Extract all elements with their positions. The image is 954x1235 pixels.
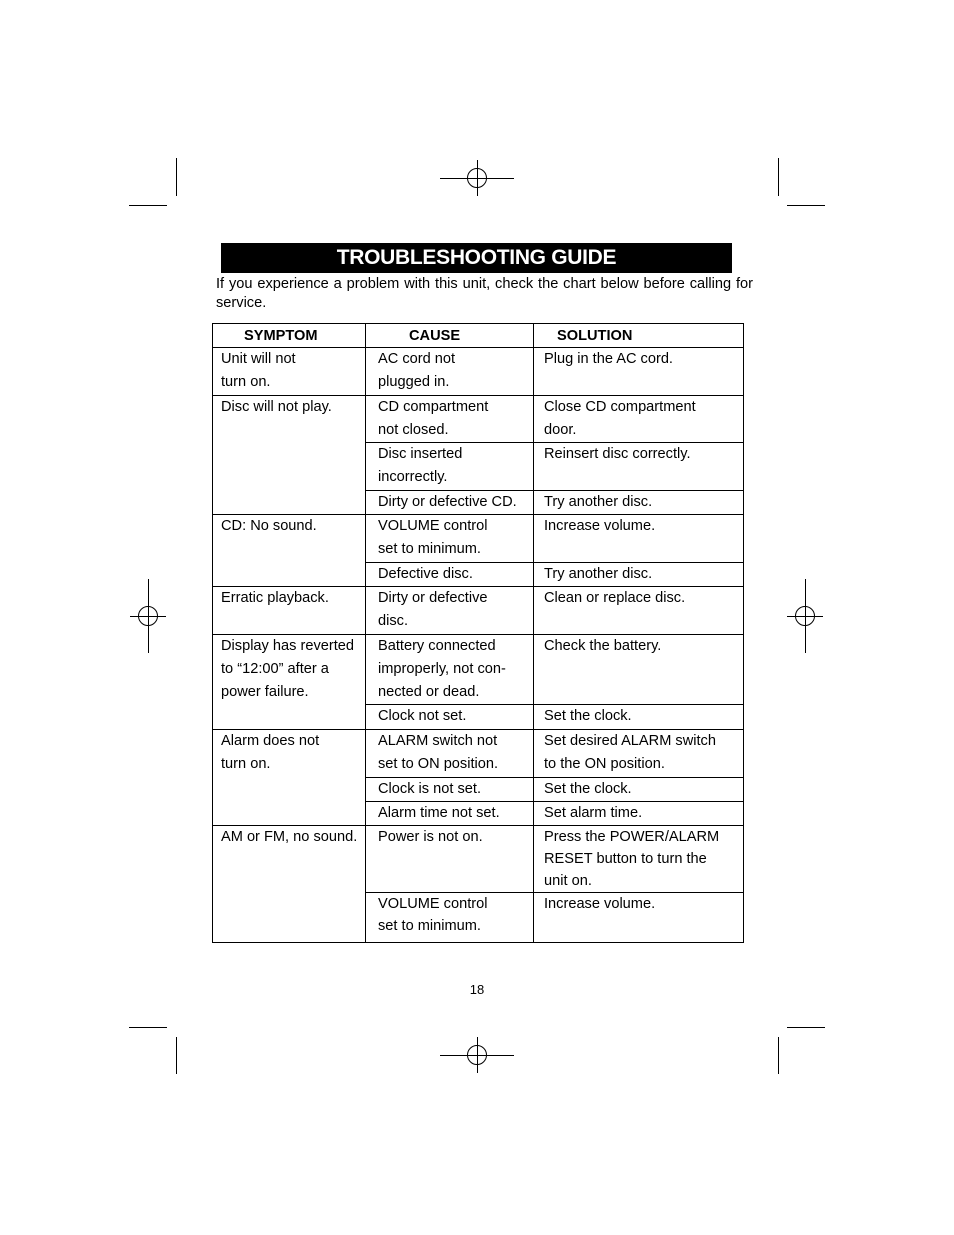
- cause-cell: VOLUME control set to minimum.: [366, 515, 534, 563]
- crop-mark: [778, 158, 779, 196]
- cause-cell: Defective disc.: [366, 562, 534, 586]
- page-number: 18: [469, 982, 485, 997]
- solution-cell: Close CD compartment door.: [534, 395, 744, 443]
- page-title: TROUBLESHOOTING GUIDE: [336, 246, 617, 269]
- solution-cell: Check the battery.: [534, 634, 744, 705]
- solution-cell: Press the POWER/ALARM RESET button to turn the unit on.: [534, 826, 744, 893]
- table-row: [213, 348, 744, 396]
- cause-cell: Battery connected improperly, not con- nected or dead.: [366, 634, 534, 705]
- header-symptom: SYMPTOM: [213, 324, 366, 348]
- solution-cell: Increase volume.: [534, 893, 744, 943]
- cause-cell: ALARM switch not set to ON position.: [366, 729, 534, 777]
- solution-cell: Set desired ALARM switch to the ON position.: [534, 729, 744, 777]
- symptom-cell: CD: No sound.: [213, 515, 366, 587]
- cause-cell: Dirty or defective CD.: [366, 490, 534, 514]
- table-row: [213, 395, 744, 443]
- solution-cell: Increase volume.: [534, 515, 744, 563]
- crop-mark: [129, 205, 167, 206]
- solution-cell: Set the clock.: [534, 777, 744, 801]
- cause-cell: Disc inserted incorrectly.: [366, 443, 534, 491]
- solution-cell: Try another disc.: [534, 490, 744, 514]
- table-row: [213, 729, 744, 777]
- header-solution: SOLUTION: [534, 324, 744, 348]
- header-cause: CAUSE: [366, 324, 534, 348]
- solution-cell: Reinsert disc correctly.: [534, 443, 744, 491]
- title-bar: [221, 243, 732, 273]
- intro-text: If you experience a problem with this unit, check the chart below before calling for service.: [216, 276, 753, 311]
- crop-mark: [176, 1037, 177, 1074]
- troubleshooting-table: [212, 323, 744, 943]
- crop-mark: [787, 1027, 825, 1028]
- symptom-cell: Disc will not play.: [213, 395, 366, 514]
- cause-cell: Clock is not set.: [366, 777, 534, 801]
- solution-cell: Set the clock.: [534, 705, 744, 729]
- solution-cell: Clean or replace disc.: [534, 586, 744, 634]
- table-row: [213, 826, 744, 893]
- solution-cell: Try another disc.: [534, 562, 744, 586]
- table-row: [213, 634, 744, 705]
- symptom-cell: Erratic playback.: [213, 586, 366, 634]
- cause-cell: Dirty or defective disc.: [366, 586, 534, 634]
- cause-cell: AC cord not plugged in.: [366, 348, 534, 396]
- cause-cell: Power is not on.: [366, 826, 534, 893]
- crop-mark: [129, 1027, 167, 1028]
- cause-cell: CD compartment not closed.: [366, 395, 534, 443]
- table-row: [213, 586, 744, 634]
- crop-mark: [778, 1037, 779, 1074]
- symptom-cell: Unit will not turn on.: [213, 348, 366, 396]
- table-row: [213, 515, 744, 563]
- solution-cell: Plug in the AC cord.: [534, 348, 744, 396]
- crop-mark: [176, 158, 177, 196]
- symptom-cell: Display has reverted to “12:00” after a power failure.: [213, 634, 366, 729]
- cause-cell: VOLUME control set to minimum.: [366, 893, 534, 943]
- symptom-cell: Alarm does not turn on.: [213, 729, 366, 826]
- symptom-cell: AM or FM, no sound.: [213, 826, 366, 943]
- solution-cell: Set alarm time.: [534, 802, 744, 826]
- cause-cell: Alarm time not set.: [366, 802, 534, 826]
- table-header-row: [213, 324, 744, 348]
- cause-cell: Clock not set.: [366, 705, 534, 729]
- crop-mark: [787, 205, 825, 206]
